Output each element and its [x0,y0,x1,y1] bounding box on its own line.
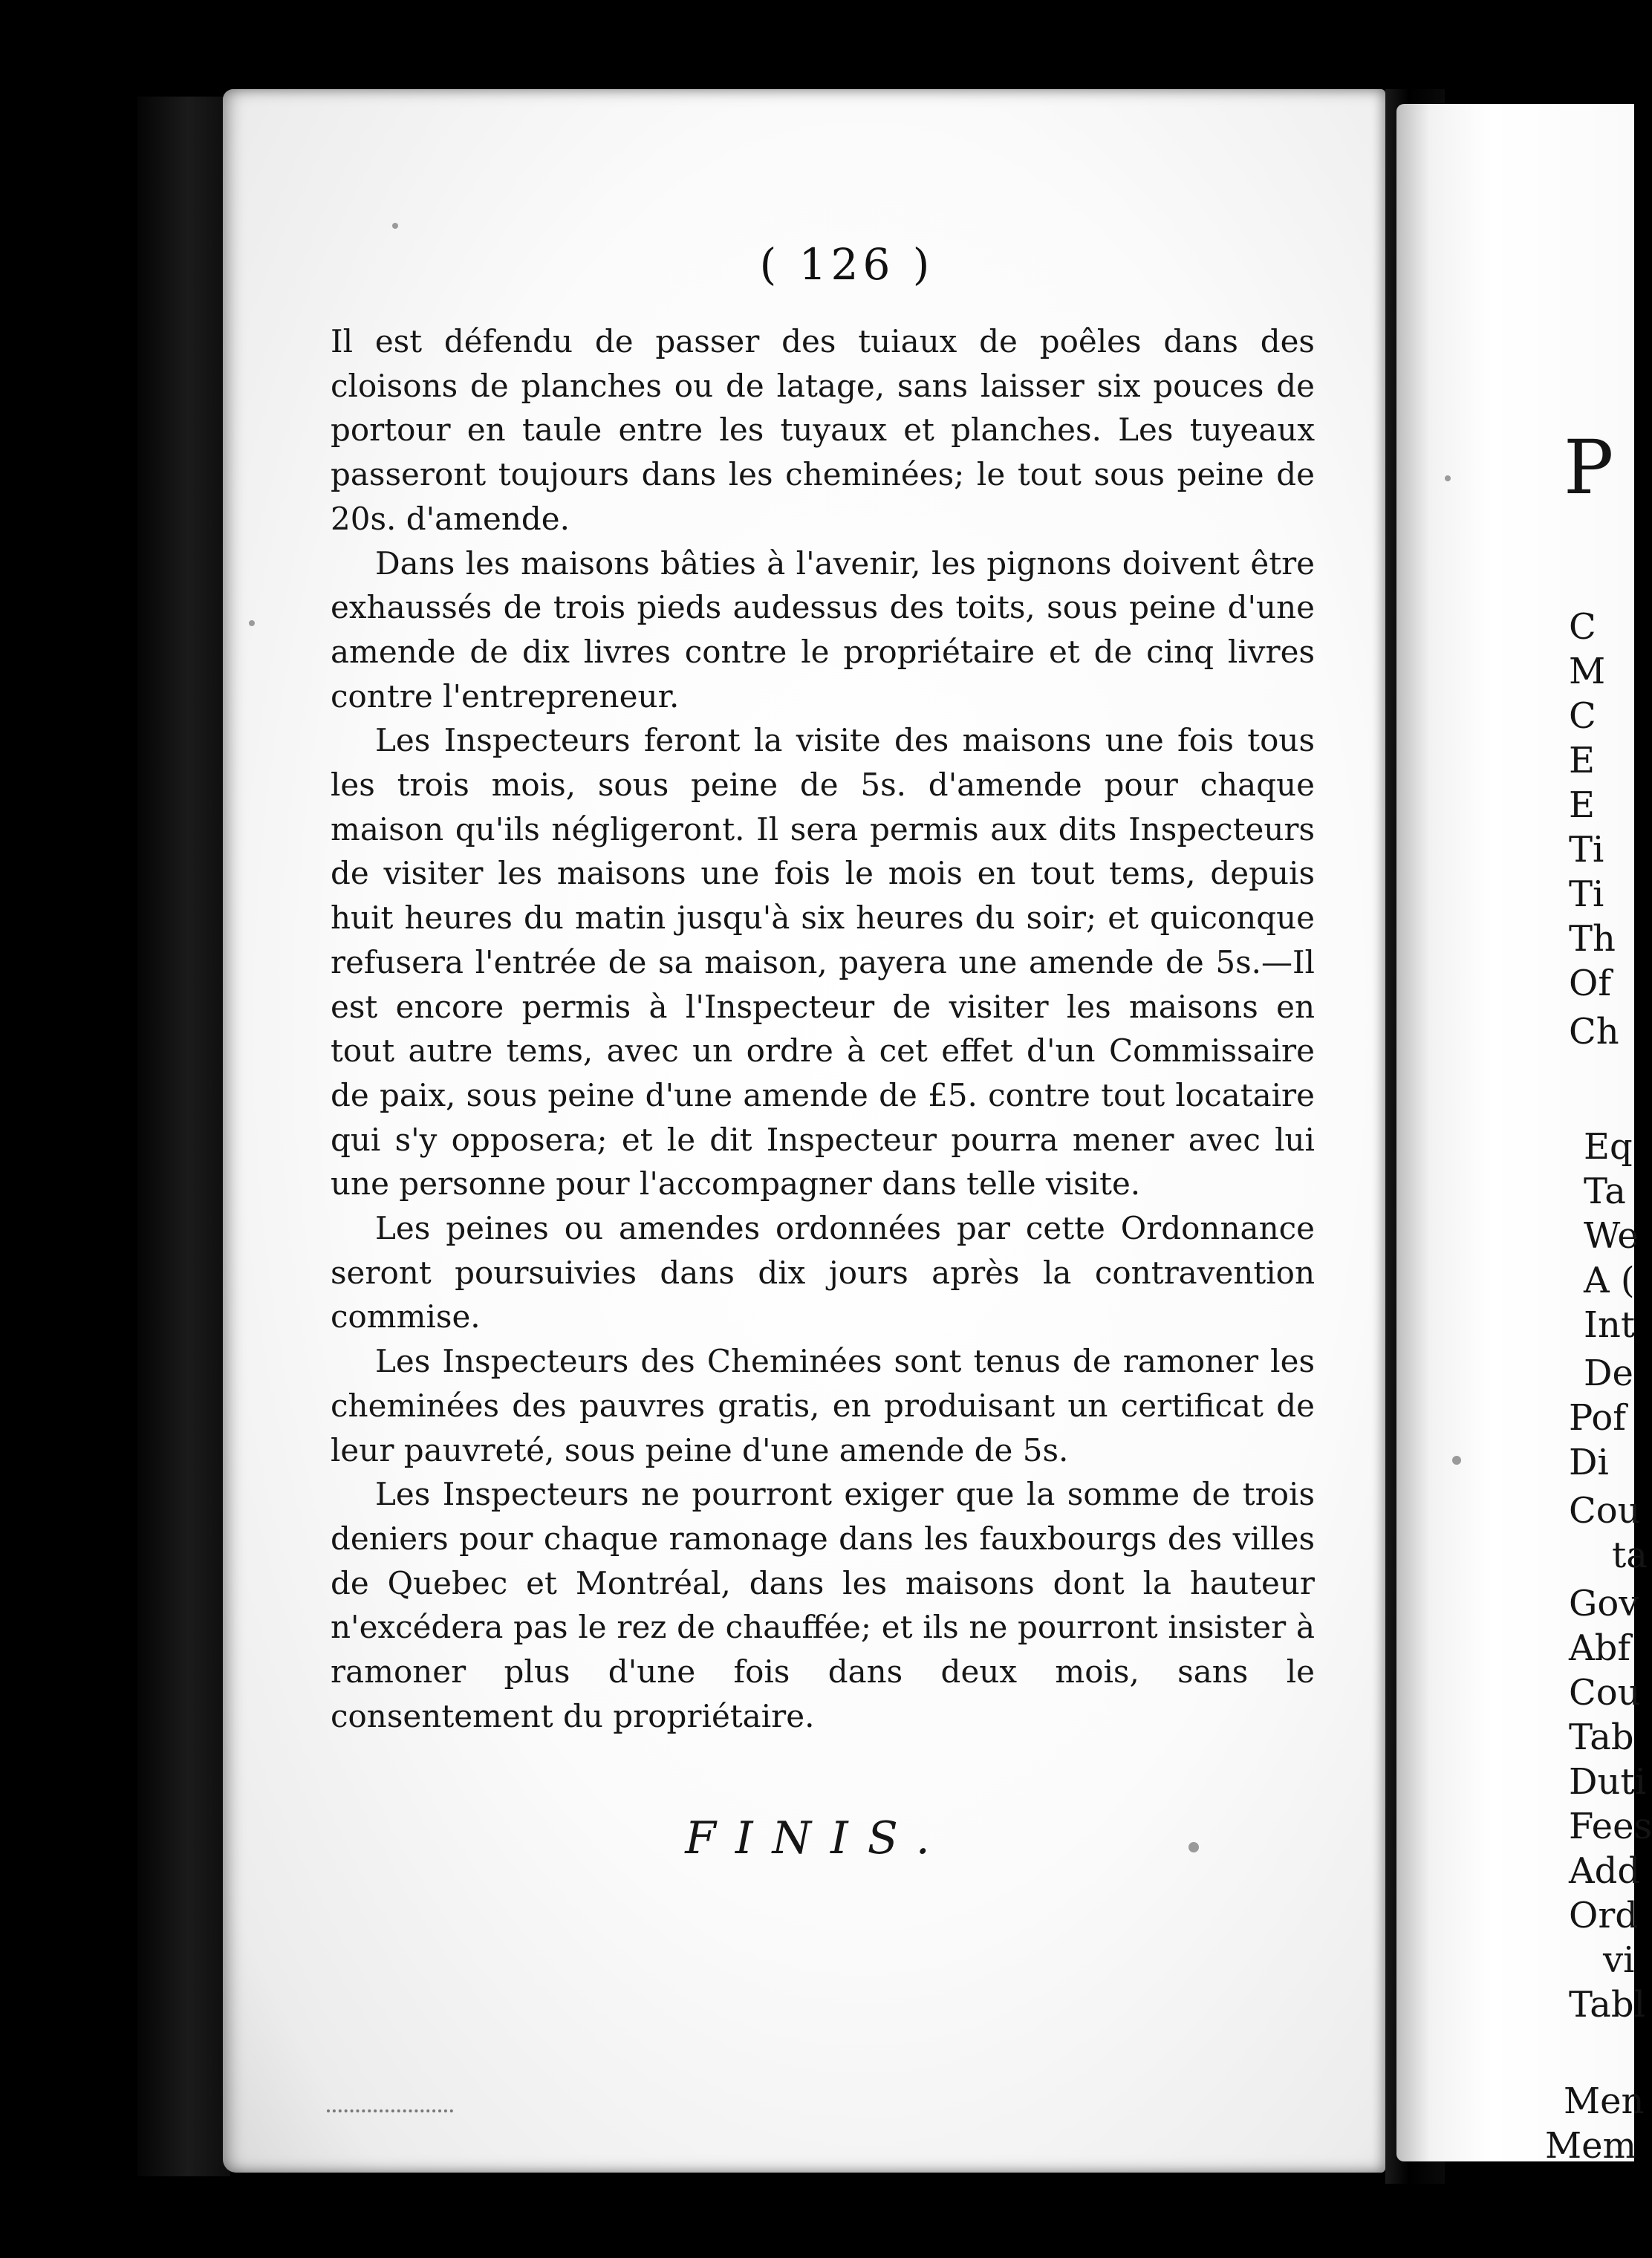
toc-fragment: De [1584,1353,1633,1394]
toc-fragment: C [1569,695,1596,737]
paragraph-gables: Dans les maisons bâties à l'avenir, les pignons doivent être exhaussés de trois pieds audessus des toits, sous peine d'une amende de dix livres contre le propriétaire et de cinq livres contre l'entrepreneur. [331,544,1315,715]
toc-fragment: Mem [1545,2125,1637,2167]
toc-fragment: Of [1569,963,1612,1004]
toc-fragment: C [1569,606,1596,648]
toc-fragment: Men [1564,2080,1645,2122]
paragraph-poor-chimneys: Les Inspecteurs des Cheminées sont tenus de ramoner les cheminées des pauvres gratis, en produisant un certificat de leur pauvreté, sous peine d'une amende de 5s. [331,1343,1315,1468]
toc-fragment: Cou [1569,1672,1641,1714]
right-page-heading-fragment: P [1564,424,1614,511]
paragraph-stove-pipes: Il est défendu de passer des tuiaux de poêles dans des cloisons de planches ou de latage, sans laisser six pouces de portour en taule entre les tuyaux et planches. Les tuyeaux passeront toujours dans les cheminées; le tout sous peine de 20s. d'amende. [331,323,1315,537]
toc-fragment: vi [1603,1939,1635,1981]
paragraph-penalties: Les peines ou amendes ordonnées par cette Ordonnance seront poursuivies dans dix jours après la contravention commise. [331,1210,1315,1335]
paragraph-inspections: Les Inspecteurs feront la visite des maisons une fois tous les trois mois, sous peine de 5s. d'amende pour chaque maison qu'ils négligeront. Il sera permis aux dits Inspecteurs de visiter les maisons une fois le mois en tout tems, depuis huit heures du matin jusqu'à six heures du soir; et quiconque refusera l'entrée de sa maison, payera une amende de 5s.—Il est encore permis à l'Inspecteur de visiter les maisons en tout autre tems, avec un ordre à cet effet d'un Commissaire de paix, sous peine d'une amende de £5. contre tout locataire qui s'y opposera; et le dit Inspecteur pourra mener avec lui une personne pour l'accompagner dans telle visite. [331,722,1315,1203]
toc-fragment: Th [1569,918,1616,960]
toc-fragment: Di [1569,1442,1609,1483]
scan-speck [1188,1842,1199,1852]
toc-fragment: We [1584,1215,1639,1257]
page-number: ( 126 ) [759,239,934,290]
scan-speck [249,620,255,626]
scan-speck [392,223,398,229]
book-binding [137,97,230,2176]
toc-fragment: A ( [1584,1260,1635,1301]
toc-fragment: Duti [1569,1761,1647,1803]
toc-fragment: Pof [1569,1397,1627,1439]
toc-fragment: Int [1584,1304,1636,1346]
finis-colophon: FINIS. [685,1812,949,1864]
toc-fragment: Gov [1569,1583,1639,1624]
scan-speck [1452,1456,1461,1465]
toc-fragment: Ta [1584,1171,1626,1212]
toc-fragment: Tab [1569,1717,1634,1758]
toc-fragment: Cou [1569,1490,1641,1532]
toc-fragment: Fees [1569,1806,1652,1847]
toc-fragment: Eq [1584,1126,1633,1168]
page-body [331,319,1315,1739]
bottom-ornament [327,2109,453,2117]
toc-fragment: Ti [1569,873,1604,915]
toc-fragment: E [1569,784,1596,826]
toc-fragment: M [1569,651,1606,692]
toc-fragment: ta [1612,1535,1648,1576]
toc-fragment: Abf [1569,1627,1631,1669]
right-page-table-of-contents [1396,104,1652,2167]
toc-fragment: Ord [1569,1895,1639,1936]
toc-fragment: Tabl [1569,1984,1645,2026]
toc-fragment: Ti [1569,829,1604,871]
toc-fragment: Add [1569,1850,1641,1892]
paragraph-sweeping-fees: Les Inspecteurs ne pourront exiger que la somme de trois deniers pour chaque ramonage dans les fauxbourgs des villes de Quebec et Montréal, dans les maisons dont la hauteur n'excédera pas le rez de chauffée; et ils ne pourront insister à ramoner plus d'une fois dans deux mois, sans le consentement du propriétaire. [331,1476,1315,1734]
toc-fragment: E [1569,740,1596,781]
toc-fragment: Ch [1569,1011,1619,1052]
scan-speck [1445,475,1451,481]
